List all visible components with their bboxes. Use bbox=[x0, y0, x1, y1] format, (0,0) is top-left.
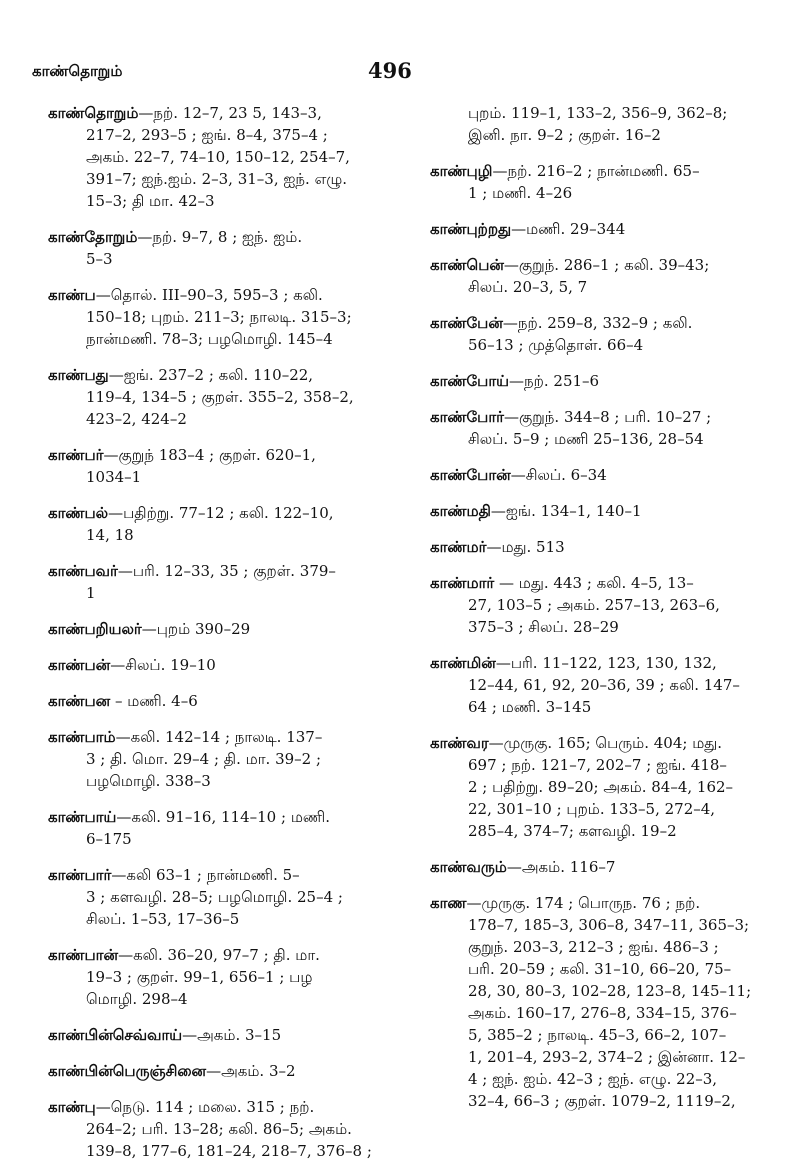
entry-headword: காண்பென் bbox=[430, 256, 504, 274]
entry-headword: காண்பாய் bbox=[48, 808, 117, 826]
entry-references: —புறம் 390–29 bbox=[141, 620, 251, 638]
index-entry bbox=[48, 864, 386, 930]
index-entry bbox=[48, 284, 386, 350]
entry-headword: காண்தோறும் bbox=[48, 228, 138, 246]
entry-headword: காண்பறியலர் bbox=[48, 620, 142, 638]
entry-headword: காண்பின்பெருஞ்சினை bbox=[48, 1062, 207, 1080]
entry-references: —ஐங். 134–1, 140–1 bbox=[490, 502, 642, 520]
entry-references: —அகம். 3–15 bbox=[182, 1026, 282, 1044]
index-entry bbox=[430, 406, 775, 450]
index-entry bbox=[430, 254, 775, 298]
entry-headword: காண்பாம் bbox=[48, 728, 116, 746]
entry-references: —நற். 251–6 bbox=[509, 372, 600, 390]
index-entry bbox=[48, 944, 386, 1010]
entry-headword: காண்போர் bbox=[430, 408, 505, 426]
index-entry bbox=[48, 444, 386, 488]
index-entry bbox=[430, 218, 775, 240]
index-entry bbox=[48, 1060, 386, 1082]
entry-headword: காண்பவர் bbox=[48, 562, 118, 580]
index-entry bbox=[48, 806, 386, 850]
entry-headword: காண்மதி bbox=[430, 502, 491, 520]
entry-headword: காண்பேன் bbox=[430, 314, 503, 332]
index-entry bbox=[430, 652, 775, 718]
index-entry bbox=[430, 572, 775, 638]
entry-references: —நெடு. 114 ; மலை. 315 ; நற். 264–2; பரி. 13–28; கலி. 86–5; அகம். 139–8, 177–6, 181–24, 218–7, 376–8 ; bbox=[86, 1098, 372, 1160]
entry-headword: காண்பல் bbox=[48, 504, 109, 522]
entry-references: —ஐங். 237–2 ; கலி. 110–22, 119–4, 134–5 ; குறள். 355–2, 358–2, 423–2, 424–2 bbox=[86, 366, 354, 428]
index-entry bbox=[430, 732, 775, 842]
entry-references: —பரி. 12–33, 35 ; குறள். 379– 1 bbox=[86, 562, 336, 602]
entry-headword: காண்ப bbox=[48, 286, 96, 304]
index-entry bbox=[430, 312, 775, 356]
entry-references: புறம். 119–1, 133–2, 356–9, 362–8; இனி. நா. 9–2 ; குறள். 16–2 bbox=[468, 104, 728, 144]
entry-references: —நற். 259–8, 332–9 ; கலி. 56–13 ; முத்தொள். 66–4 bbox=[468, 314, 693, 354]
entry-headword: காண்பார் bbox=[48, 866, 112, 884]
entry-headword: காண்மார் bbox=[430, 574, 495, 592]
entry-references: —மணி. 29–344 bbox=[511, 220, 626, 238]
right-column bbox=[430, 102, 775, 1126]
entry-references: —தொல். III–90–3, 595–3 ; கலி. 150–18; புறம். 211–3; நாலடி. 315–3; நான்மணி. 78–3; பழமொழி. 145–4 bbox=[86, 286, 352, 348]
entry-headword: காண்பான் bbox=[48, 946, 119, 964]
entry-headword: காண்புழி bbox=[430, 162, 493, 180]
entry-references: – மணி. 4–6 bbox=[110, 692, 198, 710]
entry-references: —நற். 9–7, 8 ; ஐந். ஐம். 5–3 bbox=[86, 228, 303, 268]
index-entry bbox=[48, 226, 386, 270]
entry-references: —கலி. 142–14 ; நாலடி. 137– 3 ; தி. மொ. 29–4 ; தி. மா. 39–2 ; பழமொழி. 338–3 bbox=[86, 728, 323, 790]
index-entry bbox=[430, 500, 775, 522]
entry-headword: காண்வர bbox=[430, 734, 489, 752]
entry-headword: காண்போய் bbox=[430, 372, 510, 390]
entry-headword: காண்புற்றது bbox=[430, 220, 512, 238]
index-entry bbox=[48, 1096, 386, 1162]
entry-references: —முருகு. 174 ; பொருந. 76 ; நற். 178–7, 185–3, 306–8, 347–11, 365–3; குறுந். 203–3, 212–3 ; ஐங். 486–3 ; பரி. 20–59 ; கலி. 31–10, 66–20, 75– 28, 30, 80–3, 102–28, 123–8, 145–11; அகம். 160–17, 276–8, 334–15, 376– 5, 385–2 ; நாலடி. 45–3, 66–2, 107– 1, 201–4, 293–2, 374–2 ; இன்னா. 12– 4 ; ஐந். ஐம். 42–3 ; ஐந். எழு. 22–3, 32–4, 66–3 ; குறள். 1079–2, 1119–2, bbox=[466, 894, 752, 1110]
index-entry bbox=[48, 102, 386, 212]
left-column bbox=[48, 102, 386, 1176]
index-entry bbox=[48, 654, 386, 676]
entry-references: —குறுந் 183–4 ; குறள். 620–1, 1034–1 bbox=[86, 446, 316, 486]
entry-headword: காண்மர் bbox=[430, 538, 487, 556]
entry-references: —கலி. 91–16, 114–10 ; மணி. 6–175 bbox=[86, 808, 330, 848]
index-entry bbox=[430, 160, 775, 204]
entry-references: —அகம். 116–7 bbox=[506, 858, 616, 876]
entry-references: —பரி. 11–122, 123, 130, 132, 12–44, 61, 92, 20–36, 39 ; கலி. 147– 64 ; மணி. 3–145 bbox=[468, 654, 740, 716]
index-entry bbox=[48, 502, 386, 546]
entry-references: —அகம். 3–2 bbox=[206, 1062, 296, 1080]
entry-headword: காண்பு bbox=[48, 1098, 96, 1116]
running-head: காண்தொறும் bbox=[32, 62, 123, 80]
index-entry bbox=[48, 690, 386, 712]
entry-references: —நற். 216–2 ; நான்மணி. 65– 1 ; மணி. 4–26 bbox=[468, 162, 700, 202]
index-entry bbox=[430, 464, 775, 486]
index-entry bbox=[430, 856, 775, 878]
index-entry bbox=[430, 536, 775, 558]
entry-references: —கலி 63–1 ; நான்மணி. 5– 3 ; களவழி. 28–5; பழமொழி. 25–4 ; சிலப். 1–53, 17–36–5 bbox=[86, 866, 343, 928]
entry-headword: காண்மின் bbox=[430, 654, 496, 672]
entry-references: —முருகு. 165; பெரும். 404; மது. 697 ; நற். 121–7, 202–7 ; ஐங். 418– 2 ; பதிற்று. 89–20; அகம். 84–4, 162– 22, 301–10 ; புறம். 133–5, 272–4, 285–4, 374–7; களவழி. 19–2 bbox=[468, 734, 734, 840]
entry-headword: காண்பது bbox=[48, 366, 109, 384]
entry-headword: காண்பன bbox=[48, 692, 111, 710]
entry-headword: காண்பர் bbox=[48, 446, 104, 464]
entry-references: —குறுந். 286–1 ; கலி. 39–43; சிலப். 20–3, 5, 7 bbox=[468, 256, 710, 296]
entry-references: —சிலப். 6–34 bbox=[510, 466, 607, 484]
entry-references: —குறுந். 344–8 ; பரி. 10–27 ; சிலப். 5–9 ; மணி 25–136, 28–54 bbox=[468, 408, 712, 448]
entry-references: — மது. 443 ; கலி. 4–5, 13– 27, 103–5 ; அகம். 257–13, 263–6, 375–3 ; சிலப். 28–29 bbox=[468, 574, 720, 636]
entry-references: —கலி. 36–20, 97–7 ; தி. மா. 19–3 ; குறள். 99–1, 656–1 ; பழ மொழி. 298–4 bbox=[86, 946, 320, 1008]
entry-headword: காண்போன் bbox=[430, 466, 511, 484]
entry-headword: காண்வரும் bbox=[430, 858, 507, 876]
index-entry bbox=[48, 364, 386, 430]
entry-headword: காண்பன் bbox=[48, 656, 111, 674]
index-entry bbox=[48, 1024, 386, 1046]
entry-references: —நற். 12–7, 23 5, 143–3, 217–2, 293–5 ; ஐங். 8–4, 375–4 ; அகம். 22–7, 74–10, 150–12, 254–7, 391–7; ஐந்.ஐம். 2–3, 31–3, ஐந். எழு. 15–3; தி மா. 42–3 bbox=[86, 104, 350, 210]
entry-references: —சிலப். 19–10 bbox=[110, 656, 216, 674]
index-entry bbox=[430, 892, 775, 1112]
index-entry bbox=[430, 370, 775, 392]
index-entry bbox=[430, 102, 775, 146]
entry-references: —மது. 513 bbox=[486, 538, 565, 556]
entry-headword: காண்பின்செவ்வாய் bbox=[48, 1026, 183, 1044]
page-number: 496 bbox=[368, 58, 412, 83]
entry-headword: காண்தொறும் bbox=[48, 104, 139, 122]
entry-references: —பதிற்று. 77–12 ; கலி. 122–10, 14, 18 bbox=[86, 504, 334, 544]
entry-headword: காண bbox=[430, 894, 467, 912]
index-entry bbox=[48, 560, 386, 604]
index-entry bbox=[48, 726, 386, 792]
index-entry bbox=[48, 618, 386, 640]
